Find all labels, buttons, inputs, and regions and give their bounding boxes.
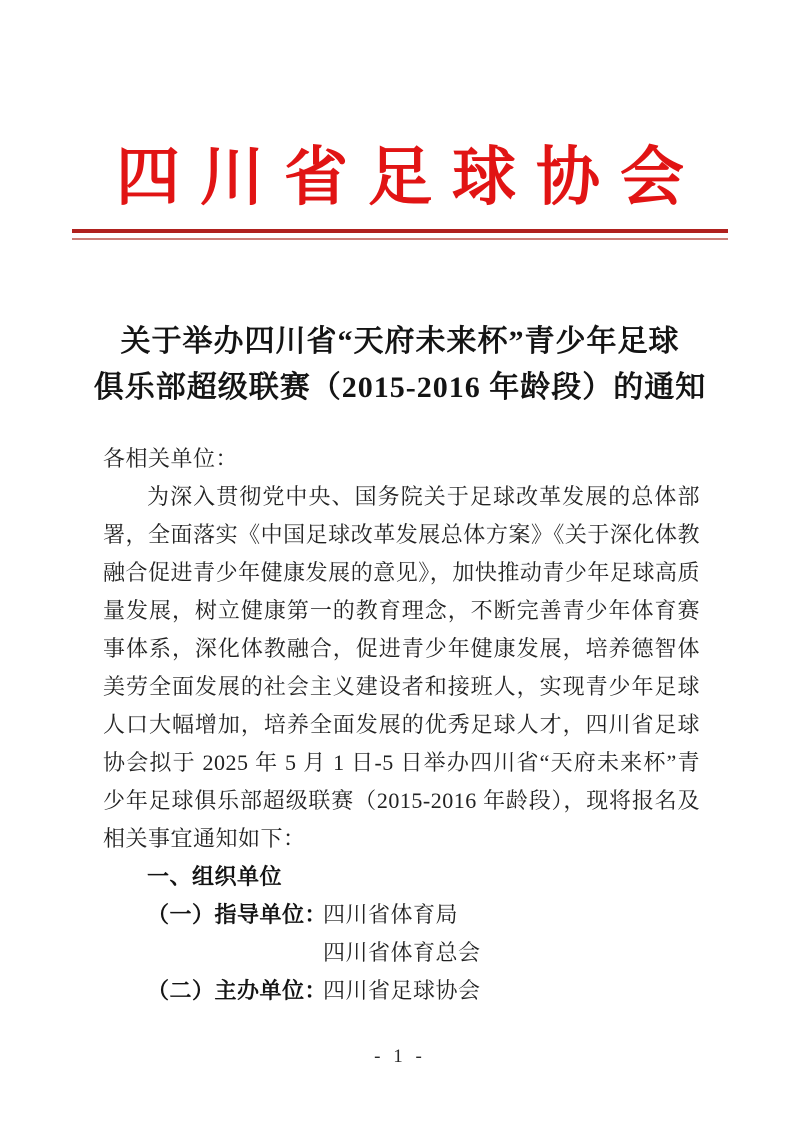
document-body bbox=[103, 440, 700, 1010]
header-double-rule bbox=[72, 229, 728, 242]
intro-paragraph: 为深入贯彻党中央、国务院关于足球改革发展的总体部署，全面落实《中国足球改革发展总体方案》《关于深化体教融合促进青少年健康发展的意见》，加快推动青少年足球高质量发展，树立健康第一的教育理念，不断完善青少年体育赛事体系，深化体教融合，促进青少年健康发展，培养德智体美劳全面发展的社会主义建设者和接班人，实现青少年足球人口大幅增加，培养全面发展的优秀足球人才，四川省足球协会拟于 2025 年 5 月 1 日-5 日举办四川省“天府未来杯”青少年足球俱乐部超级联赛（2015-2016 年龄段），现将报名及相关事宜通知如下： bbox=[103, 484, 700, 851]
organizer-row-guidance-unit-2 bbox=[103, 934, 700, 972]
salutation: 各相关单位： bbox=[103, 446, 239, 471]
organizer-row-host-unit bbox=[103, 972, 700, 1010]
page-number: - 1 - bbox=[374, 1046, 426, 1067]
organizer-row-guidance-unit bbox=[103, 896, 700, 934]
rule-thick-line bbox=[72, 229, 728, 233]
organizer-label-guidance: （一）指导单位： bbox=[147, 902, 328, 927]
organizer-value-host: 四川省足球协会 bbox=[323, 978, 481, 1003]
section-heading-organizers: 一、组织单位 bbox=[147, 864, 283, 889]
org-header-title: 四川省足球协会 bbox=[116, 142, 704, 213]
rule-thin-line bbox=[72, 238, 728, 240]
doc-title bbox=[40, 319, 760, 411]
doc-title-line-1: 关于举办四川省“天府未来杯”青少年足球 bbox=[120, 325, 680, 358]
organizer-label-host: （二）主办单位： bbox=[147, 978, 328, 1003]
organizer-value-guidance-1: 四川省体育局 bbox=[323, 902, 459, 927]
doc-title-line-2: 俱乐部超级联赛（2015-2016 年龄段）的通知 bbox=[93, 371, 707, 404]
organizer-value-guidance-2: 四川省体育总会 bbox=[323, 940, 481, 965]
